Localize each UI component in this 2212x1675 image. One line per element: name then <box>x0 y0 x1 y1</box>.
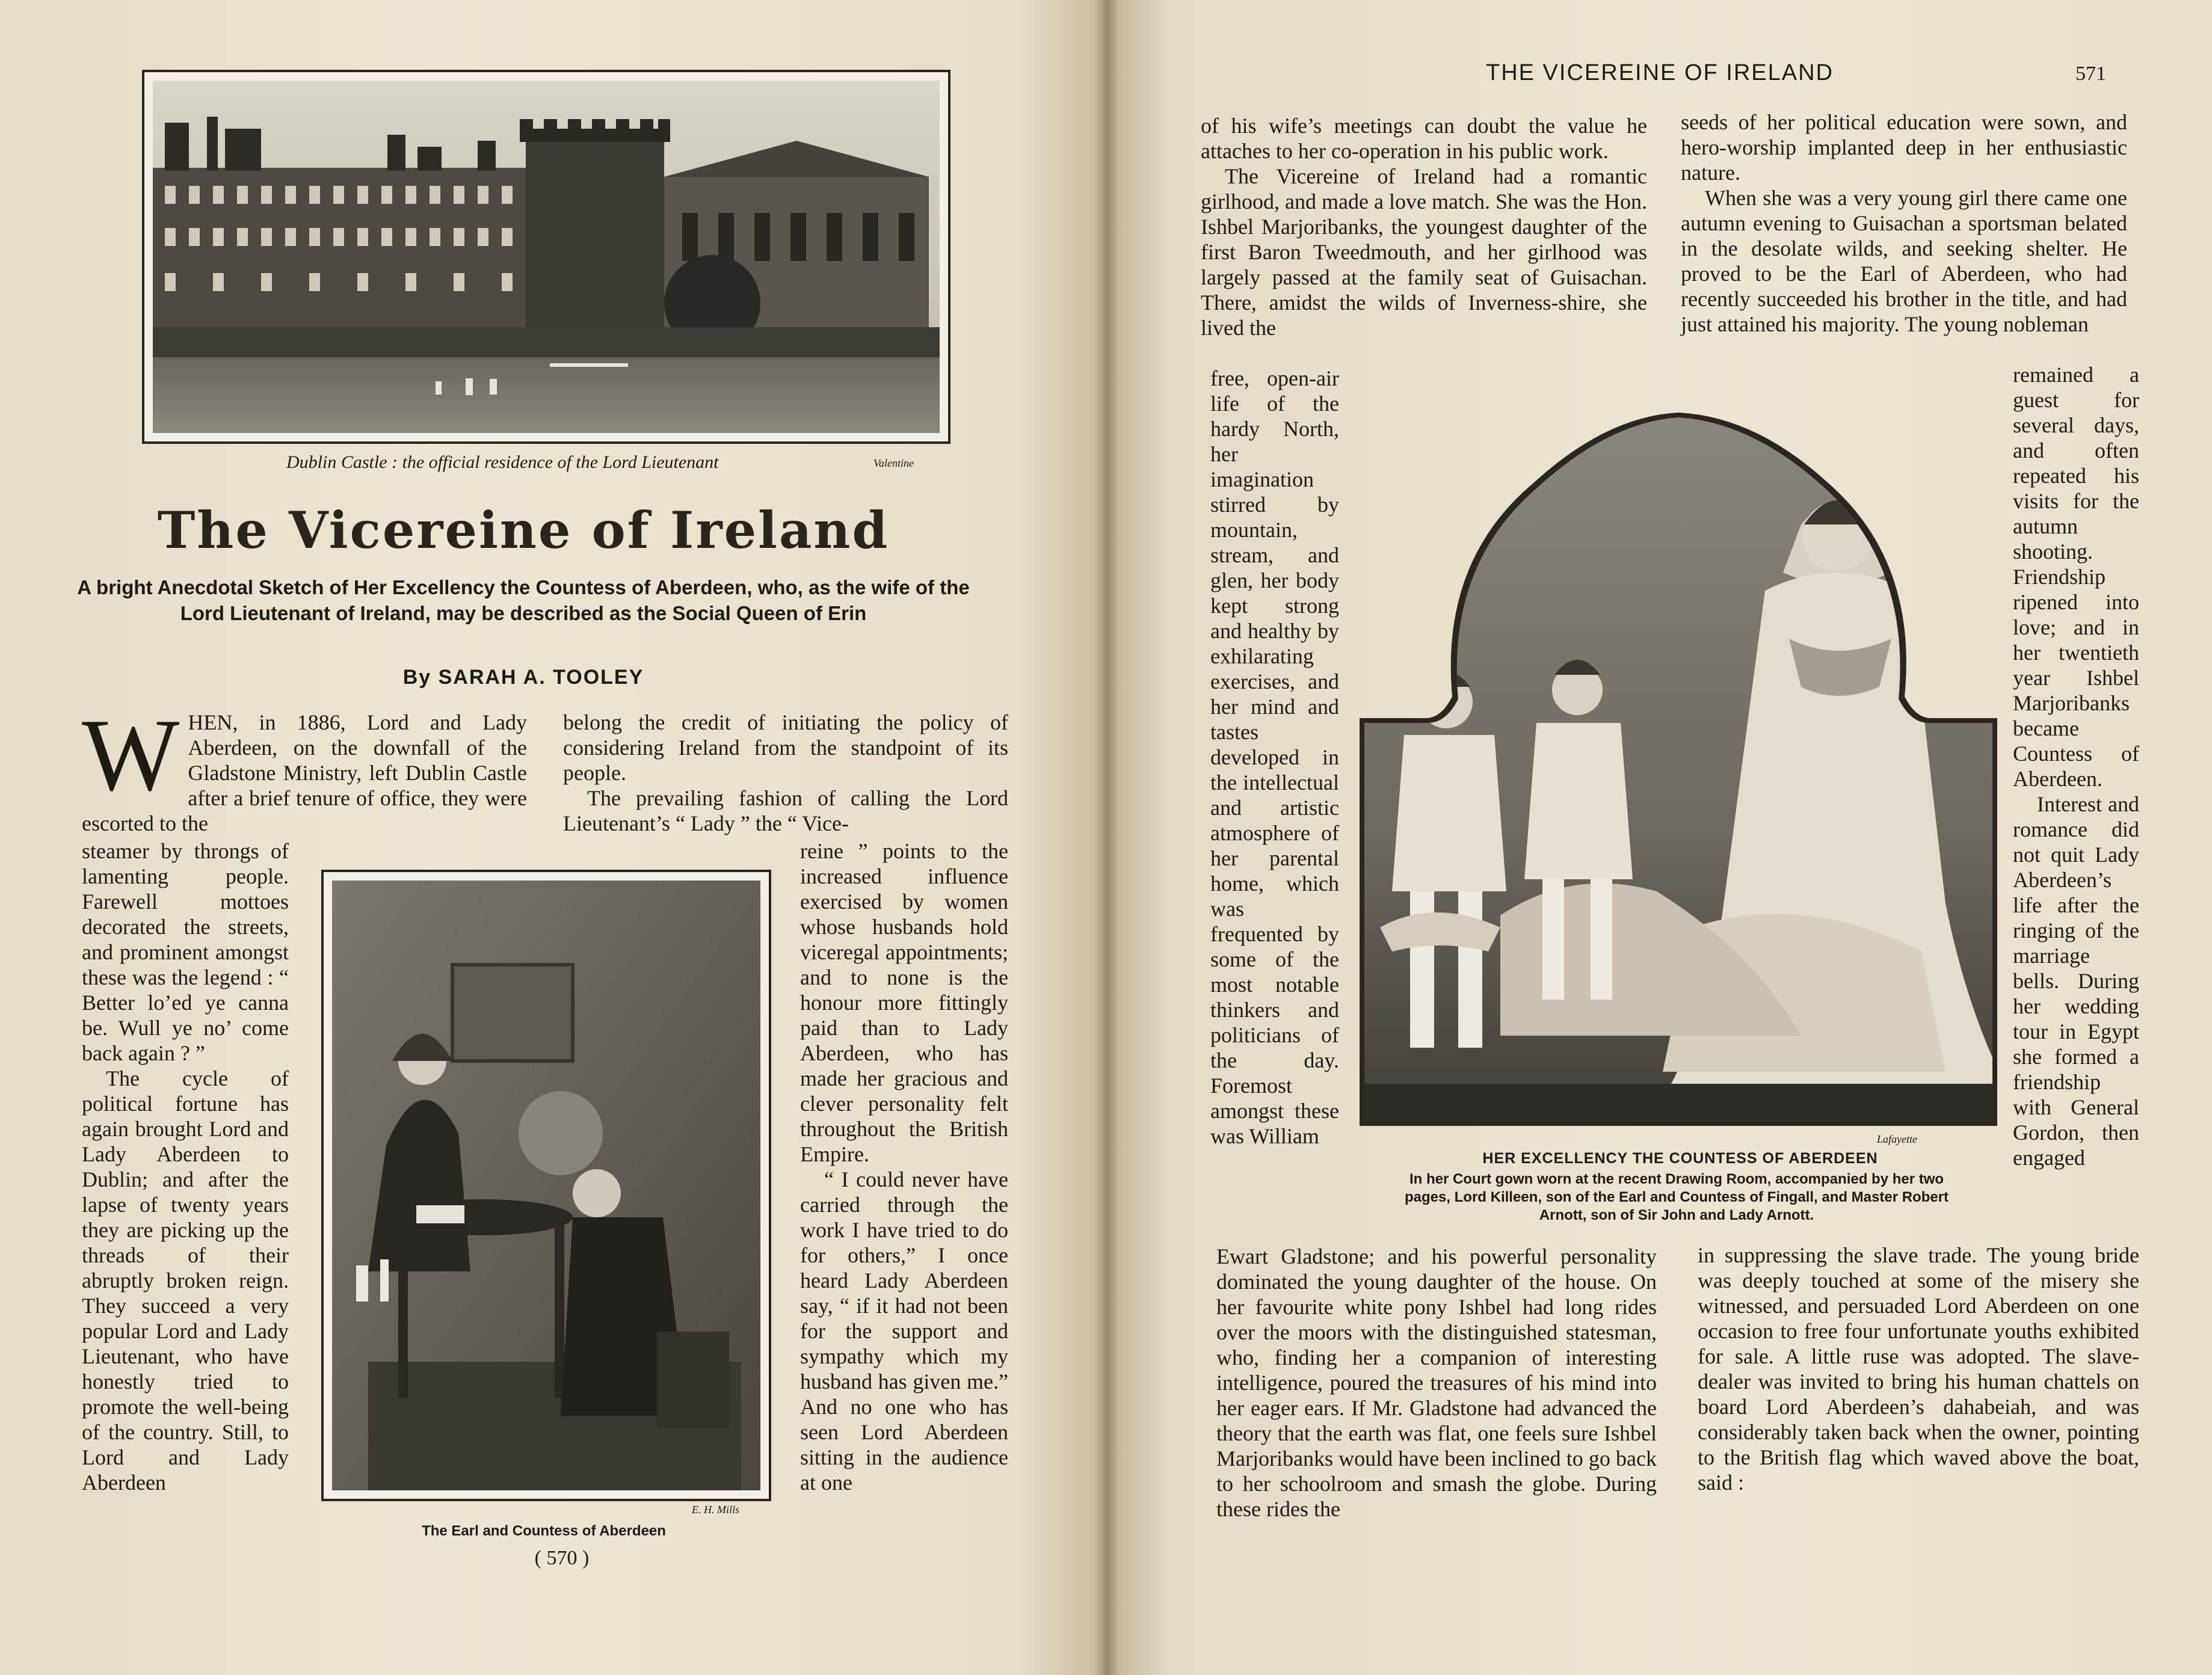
earl-countess-photo <box>321 870 771 1501</box>
inset-credit: E. H. Mills <box>692 1504 739 1516</box>
paragraph: reine ” points to the increased influence exercised by women whose husbands hold viceregal appointments; and to none is the honour more fittingly paid than to Lady Aberdeen, who has made her gracious and clever personality felt throughout the British Empire. <box>800 839 1008 1166</box>
paragraph: Ewart Gladstone; and his powerful personality dominated the young daughter of the house. On her favourite white pony Ishbel had long rides over the moors with the distinguished statesman, who, finding her a companion of interesting intelligence, poured the treasures of his mind into her eager ears. If Mr. Gladstone had advanced the theory that the earth was flat, one feels sure Ishbel Marjoribanks would have been inclined to go back to her schoolroom and smash the globe. During these rides the <box>1216 1244 1657 1521</box>
right-col1-narrow <box>1210 366 1339 1149</box>
paragraph: of his wife’s meetings can doubt the value he attaches to her co-operation in his public work. <box>1201 114 1647 163</box>
paragraph: The Vicereine of Ireland had a romantic girlhood, and made a love match. She was the Hon. Ishbel Marjoribanks, the youngest daughter of the first Baron Tweedmouth, and her girlhood was largely passed at the family seat of Guisachan. There, amidst the wilds of Inverness-shire, she lived the <box>1201 164 1647 340</box>
paragraph: When she was a very young girl there came one autumn evening to Guisachan a sportsman belated in the desolate wilds, and seeking shelter. He proved to be the Earl of Aberdeen, who had recently succeeded his brother in the title, and had just attained his majority. The young nobleman <box>1681 186 2127 336</box>
portrait-title: HER EXCELLENCY THE COUNTESS OF ABERDEEN <box>1482 1150 1878 1167</box>
right-col2-narrow <box>2013 362 2139 1170</box>
paragraph: The prevailing fashion of calling the Lord Lieutenant’s “ Lady ” the “ Vice- <box>563 786 1008 835</box>
castle-image <box>153 81 940 433</box>
lead-paragraph: HEN, in 1886, Lord and Lady Aberdeen, on the downfall of the Gladstone Ministry, left Dublin Castle after a brief tenure of office, they were escorted to the <box>82 710 527 835</box>
paragraph: free, open-air life of the hardy North, her imagination stirred by mountain, stream, and glen, her body kept strong and healthy by exhilarating exercises, and her mind and tastes developed in the intellectual and artistic atmosphere of her parental home, which was frequented by some of the most notable thinkers and politicians of the day. Foremost amongst these was William <box>1210 366 1339 1148</box>
paragraph: Interest and romance did not quit Lady Aberdeen’s life after the ringing of the marriage bells. During her wedding tour in Egypt she formed a friendship with General Gordon, then engaged <box>2013 792 2139 1170</box>
article-byline: By SARAH A. TOOLEY <box>402 666 644 689</box>
right-col1-bottom <box>1216 1244 1657 1522</box>
page-folio-left: ( 570 ) <box>534 1547 590 1569</box>
drop-cap: W <box>82 698 180 813</box>
book-gutter <box>1094 0 1120 1675</box>
left-col1-lead <box>82 698 527 836</box>
castle-caption: Dublin Castle : the official residence of the Lord Lieutenant <box>286 452 719 472</box>
left-col2 <box>800 838 1008 1495</box>
castle-credit: Valentine <box>873 457 914 469</box>
running-head: THE VICEREINE OF IRELAND <box>1486 60 1834 85</box>
right-col1-top <box>1201 113 1647 340</box>
earl-countess-image <box>332 881 760 1490</box>
portrait-caption: In her Court gown worn at the recent Drawing Room, accompanied by her two pages, Lord Killeen, son of the Earl and Countess of Fingall, and Master Robert Arnott, son of Sir John and Lady Arnott. <box>1404 1171 1949 1223</box>
paragraph: in suppressing the slave trade. The young bride was deeply touched at some of the misery she witnessed, and persuaded Lord Aberdeen on one occasion to free four unfortunate youths exhibited for sale. A little ruse was adopted. The slave-dealer was invited to bring his human chattels on board Lord Aberdeen’s dahabeiah, and was considerably taken back when the owner, pointing to the British flag which waved above the boat, said : <box>1698 1243 2139 1495</box>
portrait-credit: Lafayette <box>1877 1133 1917 1145</box>
right-col2-top <box>1681 109 2127 337</box>
castle-photo <box>142 70 950 444</box>
paragraph: The cycle of political fortune has again brought Lord and Lady Aberdeen to Dublin; and after the lapse of twenty years they are picking up the threads of their abruptly broken reign. They succeed a very popular Lord and Lady Lieutenant, who have honestly tried to promote the well-being of the country. Still, to Lord and Lady Aberdeen <box>82 1066 289 1495</box>
paragraph: seeds of her political education were sown, and hero-worship implanted deep in her enthusiastic nature. <box>1681 110 2127 185</box>
paragraph: steamer by throngs of lamenting people. Farewell mottoes decorated the streets, and prominent amongst these was the legend : “ Better lo’ed ye canna be. Wull ye no’ come back again ? ” <box>82 839 289 1065</box>
article-subtitle: A bright Anecdotal Sketch of Her Excellency the Countess of Aberdeen, who, as the wife of the Lord Lieutenant of Ireland, may be described as the Social Queen of Erin <box>77 576 970 624</box>
paragraph: belong the credit of initiating the policy of considering Ireland from the standpoint of its people. <box>563 710 1008 785</box>
left-col1 <box>82 838 289 1495</box>
page-number: 571 <box>2075 63 2106 85</box>
article-title: The Vicereine of Ireland <box>157 500 890 560</box>
paragraph: “ I could never have carried through the work I have tried to do for others,” I once heard Lady Aberdeen say, “ if it had not been for the support and sympathy which my husband has given me.” And no one who has seen Lord Aberdeen sitting in the audience at one <box>800 1167 1008 1495</box>
right-page <box>1106 0 2212 1675</box>
left-col2-top <box>563 710 1008 836</box>
countess-portrait <box>1356 386 2001 1129</box>
inset-caption: The Earl and Countess of Aberdeen <box>422 1523 666 1539</box>
paragraph: remained a guest for several days, and often repeated his visits for the autumn shooting. Friendship ripened into love; and in her twentieth year Ishbel Marjoribanks became Countess of Aberdeen. <box>2013 363 2139 791</box>
right-col2-bottom <box>1698 1243 2139 1495</box>
